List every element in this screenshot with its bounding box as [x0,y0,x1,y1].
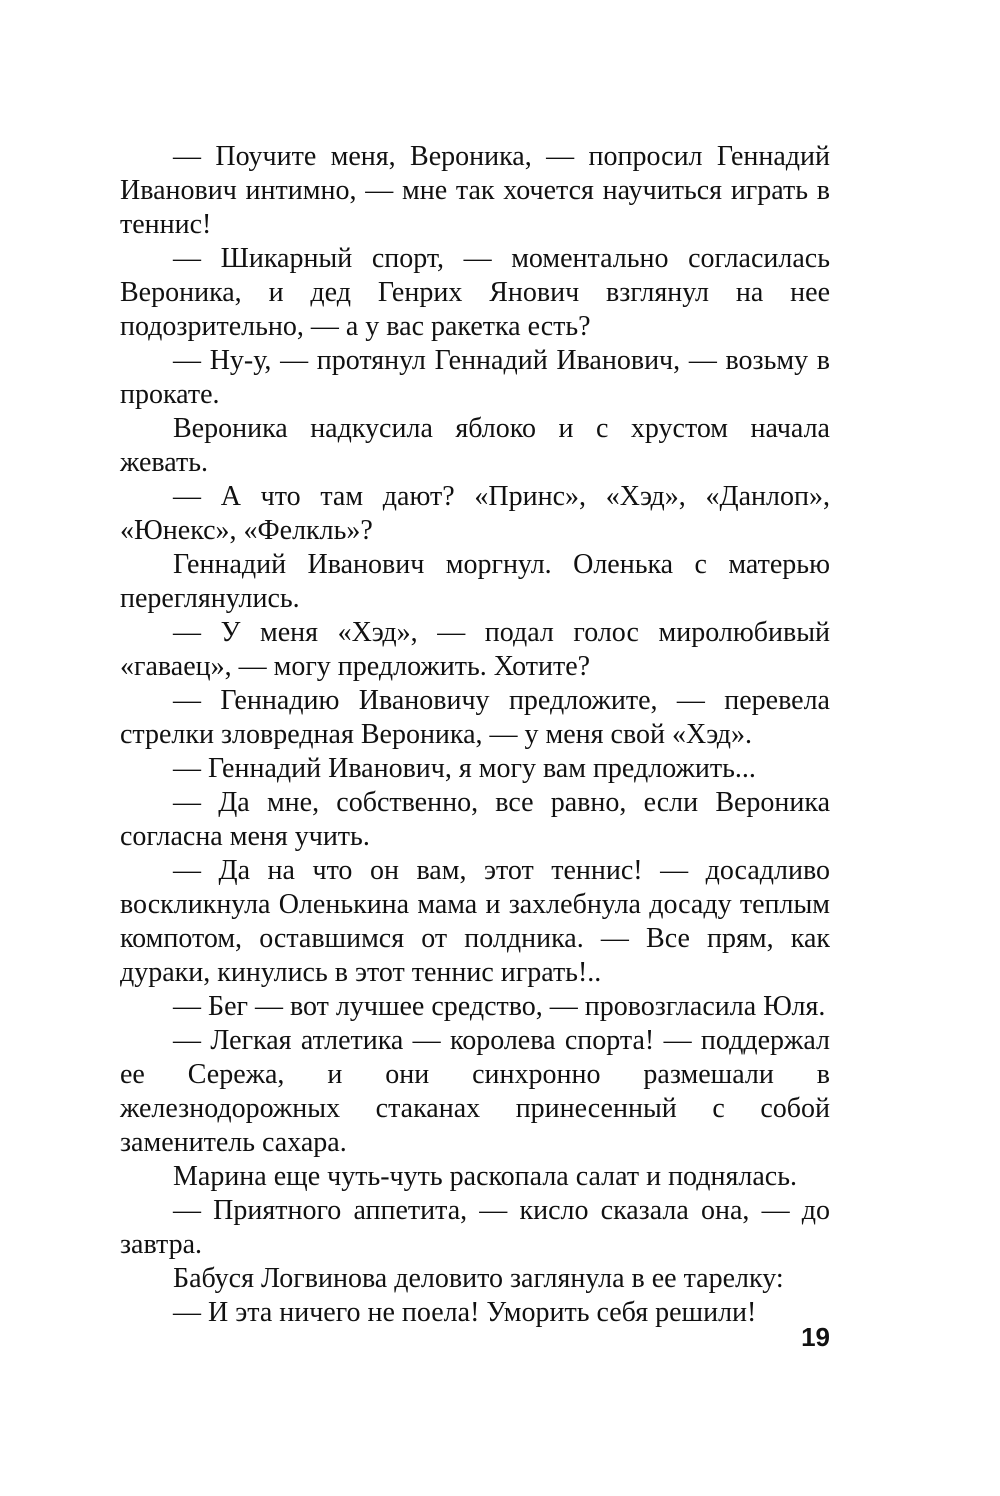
paragraph: — Да мне, собственно, все равно, если Вероника согласна меня учить. [120,787,830,852]
paragraph: Бабуся Логвинова деловито заглянула в ее тарелку: [173,1263,784,1294]
paragraph: — Ну-у, — протянул Геннадий Иванович, — возьму в прокате. [120,345,830,410]
paragraph: — Да на что он вам, этот теннис! — досадливо воскликнула Оленькина мама и захлебнула досаду теплым компотом, оставшимся от полдника. — Все прям, как дураки, кинулись в этот теннис играть!.. [120,855,830,988]
paragraph: — Геннадий Иванович, я могу вам предложить... [173,753,756,784]
paragraph: — У меня «Хэд», — подал голос миролюбивый «гаваец», — могу предложить. Хотите? [120,617,830,682]
paragraph: — И эта ничего не поела! Уморить себя решили! [173,1297,757,1328]
paragraph: Марина еще чуть-чуть раскопала салат и поднялась. [173,1161,797,1192]
paragraph: — Геннадию Ивановичу предложите, — перевела стрелки зловредная Вероника, — у меня свой «Хэд». [120,685,830,750]
page-body [120,140,830,1330]
page-number: 19 [801,1322,830,1352]
paragraph: — Поучите меня, Вероника, — попросил Геннадий Иванович интимно, — мне так хочется научиться играть в теннис! [120,141,830,240]
paragraph: — Бег — вот лучшее средство, — провозгласила Юля. [173,991,826,1022]
paragraph: Вероника надкусила яблоко и с хрустом начала жевать. [120,413,830,478]
paragraph: Геннадий Иванович моргнул. Оленька с матерью переглянулись. [120,549,830,614]
paragraph: — Легкая атлетика — королева спорта! — поддержал ее Сережа, и они синхронно размешали в железнодорожных стаканах принесенный с собой заменитель сахара. [120,1025,830,1158]
paragraph: — Шикарный спорт, — моментально согласилась Вероника, и дед Генрих Янович взглянул на нее подозрительно, — а у вас ракетка есть? [120,243,830,342]
paragraph: — Приятного аппетита, — кисло сказала она, — до завтра. [120,1195,830,1260]
paragraph: — А что там дают? «Принс», «Хэд», «Данлоп», «Юнекс», «Фелкль»? [120,481,830,546]
